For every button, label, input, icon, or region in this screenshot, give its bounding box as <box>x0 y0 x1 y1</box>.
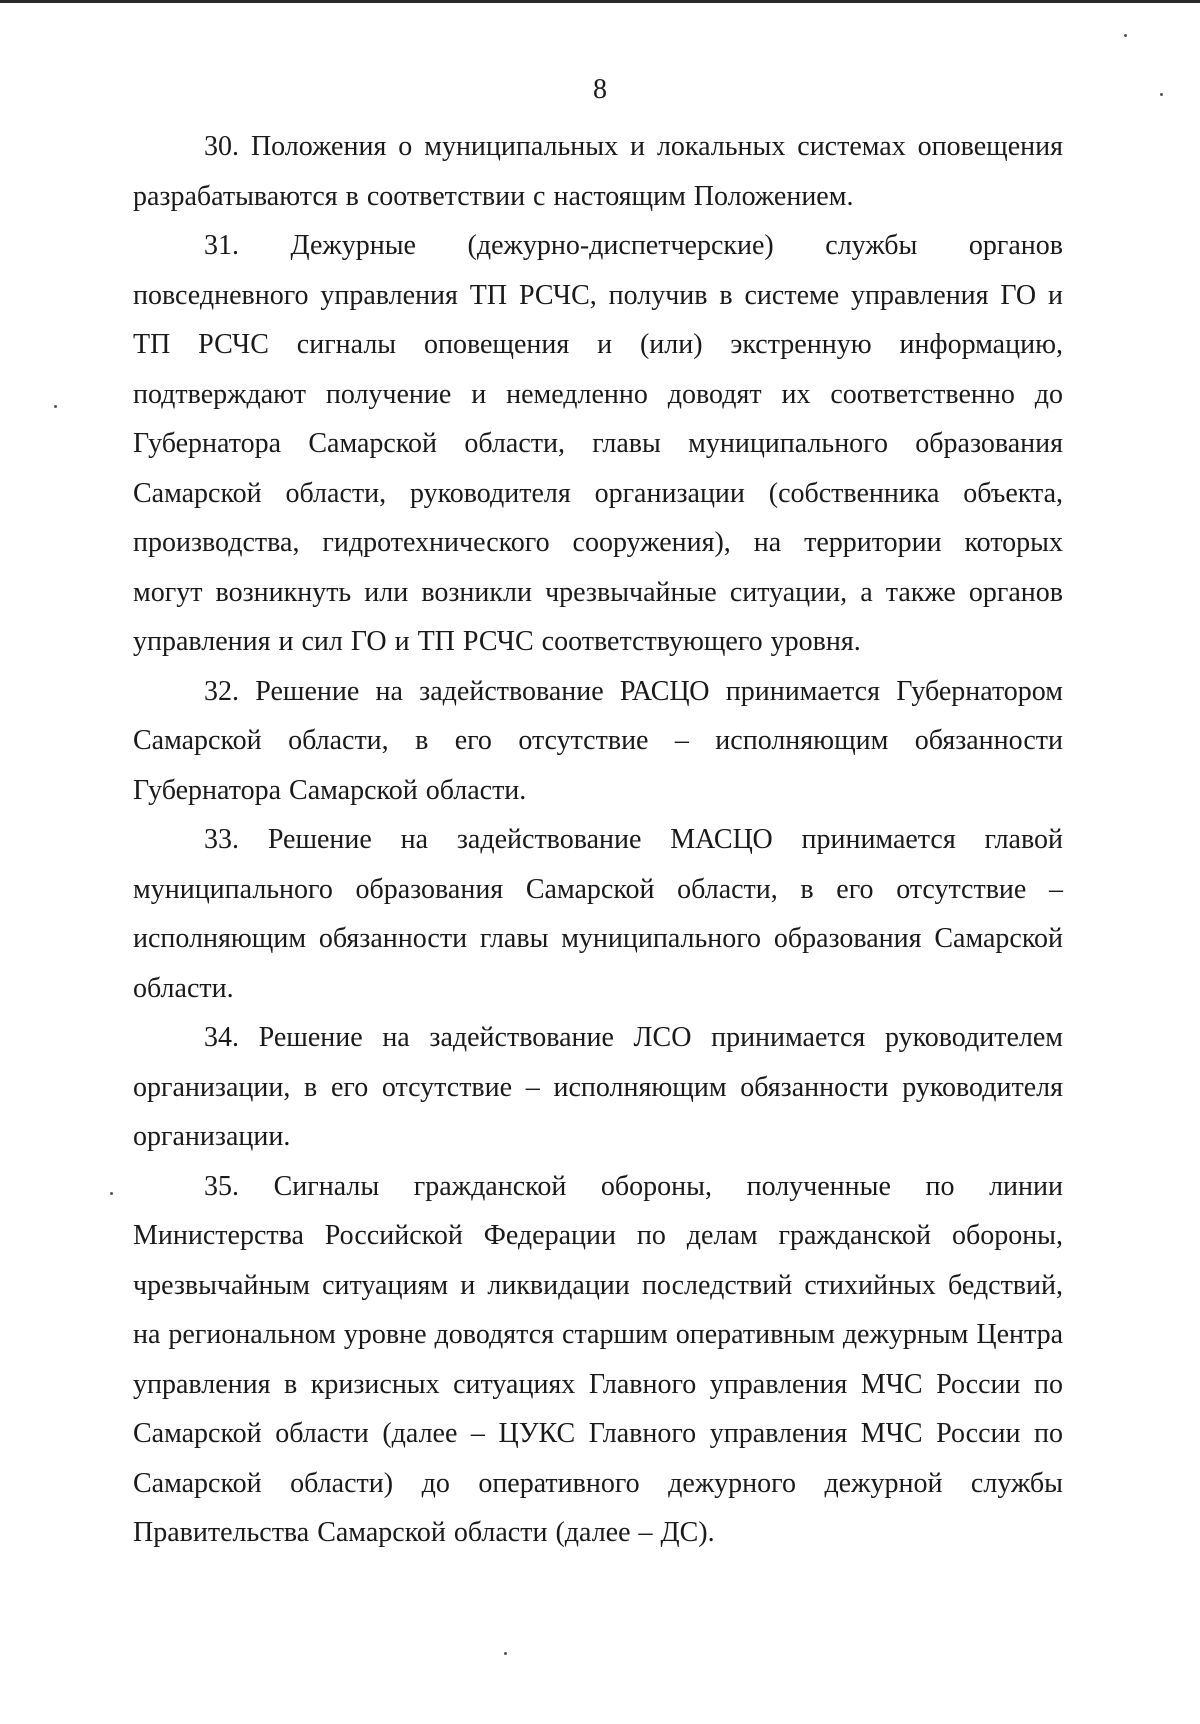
document-body <box>133 122 1063 1558</box>
scan-speck <box>110 1192 113 1195</box>
scan-speck <box>504 1652 507 1655</box>
paragraph-32: 32. Решение на задействование РАСЦО принимается Губернатором Самарской области, в его отсутствие – исполняющим обязанности Губернатора Самарской области. <box>133 675 1063 806</box>
scan-speck <box>1124 34 1127 37</box>
scan-top-edge <box>0 0 1200 3</box>
paragraph-31: 31. Дежурные (дежурно-диспетчерские) службы органов повседневного управления ТП РСЧС, получив в системе управления ГО и ТП РСЧС сигналы оповещения и (или) экстренную информацию, подтверждают получение и немедленно доводят их соответственно до Губернатора Самарской области, главы муниципального образования Самарской области, руководителя организации (собственника объекта, производства, гидротехнического сооружения), на территории которых могут возникнуть или возникли чрезвычайные ситуации, а также органов управления и сил ГО и ТП РСЧС соответствующего уровня. <box>133 230 1063 657</box>
paragraph-35: 35. Сигналы гражданской обороны, полученные по линии Министерства Российской Федерации по делам гражданской обороны, чрезвычайным ситуациям и ликвидации последствий стихийных бедствий, на региональном уровне доводятся старшим оперативным дежурным Центра управления в кризисных ситуациях Главного управления МЧС России по Самарской области (далее – ЦУКС Главного управления МЧС России по Самарской области) до оперативного дежурного дежурной службы Правительства Самарской области (далее – ДС). <box>133 1170 1063 1548</box>
scan-speck <box>54 405 57 408</box>
page-number: 8 <box>593 74 607 105</box>
paragraph-30: 30. Положения о муниципальных и локальных системах оповещения разрабатываются в соответствии с настоящим Положением. <box>133 131 1063 212</box>
paragraph-33: 33. Решение на задействование МАСЦО принимается главой муниципального образования Самарской области, в его отсутствие – исполняющим обязанности главы муниципального образования Самарской области. <box>133 824 1063 1004</box>
paragraph-34: 34. Решение на задействование ЛСО принимается руководителем организации, в его отсутствие – исполняющим обязанности руководителя организации. <box>133 1022 1063 1152</box>
